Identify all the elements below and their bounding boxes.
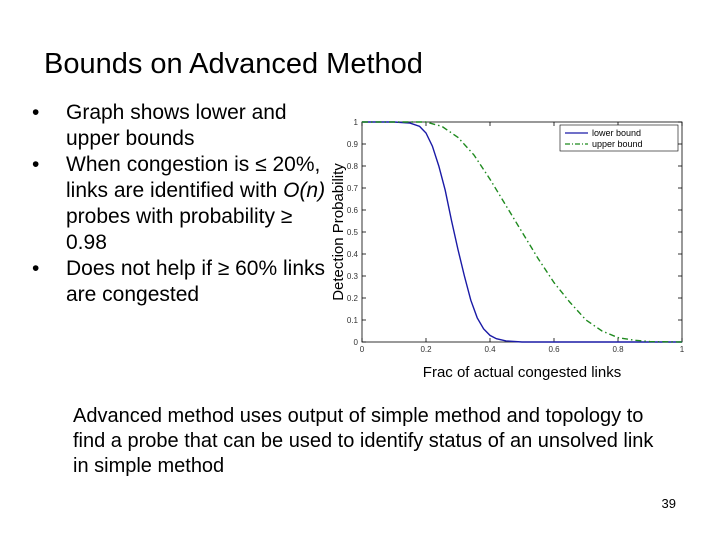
- y-tick-label: 0: [353, 338, 358, 347]
- y-tick-label: 0.2: [346, 294, 358, 303]
- slide-caption: Advanced method uses output of simple method and topology to find a probe that can be used to identify status of an unsolved link in simple method: [73, 405, 654, 477]
- bullet-item: [32, 256, 332, 308]
- x-tick-label: 0.6: [548, 345, 560, 354]
- y-tick-label: 0.5: [346, 228, 358, 237]
- bullet-item: [32, 152, 332, 256]
- bullet-text-pre: When congestion is ≤ 20%, links are identified with: [66, 153, 321, 202]
- bullet-text-post: probes with probability ≥ 0.98: [66, 205, 293, 254]
- plot-area: [362, 122, 682, 342]
- y-tick-label: 0.3: [346, 272, 358, 281]
- y-tick-label: 0.1: [346, 316, 358, 325]
- y-tick-label: 0.8: [346, 162, 358, 171]
- detection-probability-chart: [325, 100, 695, 385]
- y-tick-label: 1: [353, 118, 358, 127]
- x-tick-label: 0.4: [484, 345, 496, 354]
- y-tick-label: 0.6: [346, 206, 358, 215]
- y-tick-label: 0.7: [346, 184, 358, 193]
- bullet-text: Does not help if ≥ 60% links are congested: [66, 257, 325, 306]
- legend-label: lower bound: [592, 128, 642, 138]
- bullet-text: Graph shows lower and upper bounds: [66, 101, 287, 150]
- page-number: 39: [661, 496, 676, 511]
- x-tick-label: 0.8: [612, 345, 624, 354]
- bullet-text-emphasis: O(n): [283, 179, 326, 202]
- bullet-item: [32, 100, 332, 152]
- x-tick-label: 0.2: [420, 345, 432, 354]
- x-tick-label: 0: [359, 345, 365, 354]
- bullet-list: [32, 100, 332, 308]
- y-axis-label: Detection Probability: [330, 163, 347, 301]
- x-tick-label: 1: [679, 345, 685, 354]
- x-axis-label: Frac of actual congested links: [422, 364, 622, 381]
- y-tick-label: 0.4: [346, 250, 358, 259]
- slide-title: Bounds on Advanced Method: [44, 48, 423, 80]
- legend-label: upper bound: [592, 139, 643, 149]
- y-tick-label: 0.9: [346, 140, 358, 149]
